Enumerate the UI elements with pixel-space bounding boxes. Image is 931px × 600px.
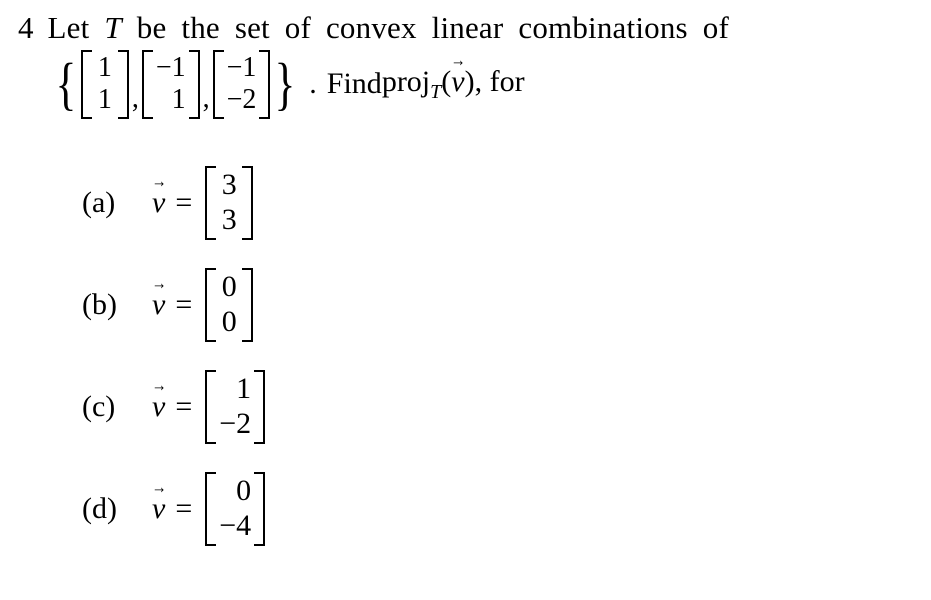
equals-sign: = xyxy=(175,288,193,321)
problem-statement xyxy=(0,0,931,119)
set-separator: , xyxy=(202,82,210,114)
list-item-a xyxy=(0,152,931,254)
item-vector xyxy=(205,166,253,240)
vector-entries xyxy=(92,50,118,119)
item-equation xyxy=(152,288,192,322)
vector-entry: 1 xyxy=(97,52,112,83)
proj-symbol: proj xyxy=(381,64,431,98)
set-notation xyxy=(52,50,299,119)
left-brace: { xyxy=(55,51,77,117)
right-bracket-icon xyxy=(254,472,265,546)
problem-variable: T xyxy=(104,10,122,45)
vector-name: v → xyxy=(152,186,165,220)
problem-text-before: Let xyxy=(47,10,90,45)
right-bracket-icon xyxy=(242,268,253,342)
right-bracket-icon xyxy=(259,50,270,119)
item-equation xyxy=(152,186,192,220)
item-vector xyxy=(205,370,265,444)
item-label: (c) xyxy=(82,390,116,423)
problem-second-line xyxy=(0,46,931,119)
item-label: (d) xyxy=(82,492,117,525)
set-vector-2 xyxy=(142,50,200,119)
proj-open-paren: ( xyxy=(441,64,452,98)
left-bracket-icon xyxy=(205,166,216,240)
vector-entries xyxy=(216,472,254,546)
vector-entries xyxy=(216,370,254,444)
vector-name: v → xyxy=(152,288,165,322)
vector-entry: 1 xyxy=(236,372,252,406)
list-item-b xyxy=(0,254,931,356)
right-bracket-icon xyxy=(242,166,253,240)
left-bracket-icon xyxy=(142,50,153,119)
vector-entry: 1 xyxy=(97,84,112,116)
projection-expression xyxy=(382,65,525,104)
problem-number: 4 xyxy=(18,10,34,45)
vector-entry: 1 xyxy=(171,84,186,116)
left-bracket-icon xyxy=(81,50,92,119)
proj-argument: v → xyxy=(451,65,464,99)
vector-entries xyxy=(153,50,189,119)
vector-entry: −1 xyxy=(226,52,257,83)
vector-entry: −2 xyxy=(226,84,257,116)
vector-entry: 0 xyxy=(221,270,237,304)
problem-first-line xyxy=(0,0,931,46)
vector-entries xyxy=(224,50,260,119)
proj-subscript: T xyxy=(430,80,442,103)
left-bracket-icon xyxy=(205,472,216,546)
set-separator: , xyxy=(131,82,139,114)
vector-entry: 0 xyxy=(221,305,237,338)
vector-entry: 3 xyxy=(221,203,237,236)
left-bracket-icon xyxy=(205,268,216,342)
item-equation xyxy=(152,492,192,526)
set-vector-3 xyxy=(213,50,271,119)
left-bracket-icon xyxy=(205,370,216,444)
sub-questions-list xyxy=(0,152,931,560)
vector-entry: −2 xyxy=(219,407,252,440)
left-bracket-icon xyxy=(213,50,224,119)
right-brace: } xyxy=(274,51,296,117)
vector-entries xyxy=(216,268,242,342)
proj-close-paren: ) xyxy=(464,64,475,98)
list-item-c xyxy=(0,356,931,458)
period: . xyxy=(309,67,317,101)
equals-sign: = xyxy=(175,492,193,525)
item-label: (a) xyxy=(82,186,116,219)
equals-sign: = xyxy=(175,186,193,219)
vector-entry: −1 xyxy=(155,52,186,83)
problem-text-after: be the set of convex linear combinations of xyxy=(136,10,729,45)
vector-entry: −4 xyxy=(219,509,252,542)
item-vector xyxy=(205,268,253,342)
list-item-d xyxy=(0,458,931,560)
right-bracket-icon xyxy=(118,50,129,119)
vector-name: v → xyxy=(152,492,165,526)
item-vector xyxy=(205,472,265,546)
right-bracket-icon xyxy=(254,370,265,444)
set-vector-1 xyxy=(81,50,129,119)
vector-name: v → xyxy=(152,390,165,424)
vector-entries xyxy=(216,166,242,240)
right-bracket-icon xyxy=(189,50,200,119)
equals-sign: = xyxy=(175,390,193,423)
trailing-text: , for xyxy=(474,64,525,98)
item-label: (b) xyxy=(82,288,117,321)
vector-entry: 0 xyxy=(236,474,252,508)
vector-entry: 3 xyxy=(221,168,237,202)
item-equation xyxy=(152,390,192,424)
problem-text xyxy=(48,10,910,46)
find-text: Find xyxy=(326,67,382,101)
